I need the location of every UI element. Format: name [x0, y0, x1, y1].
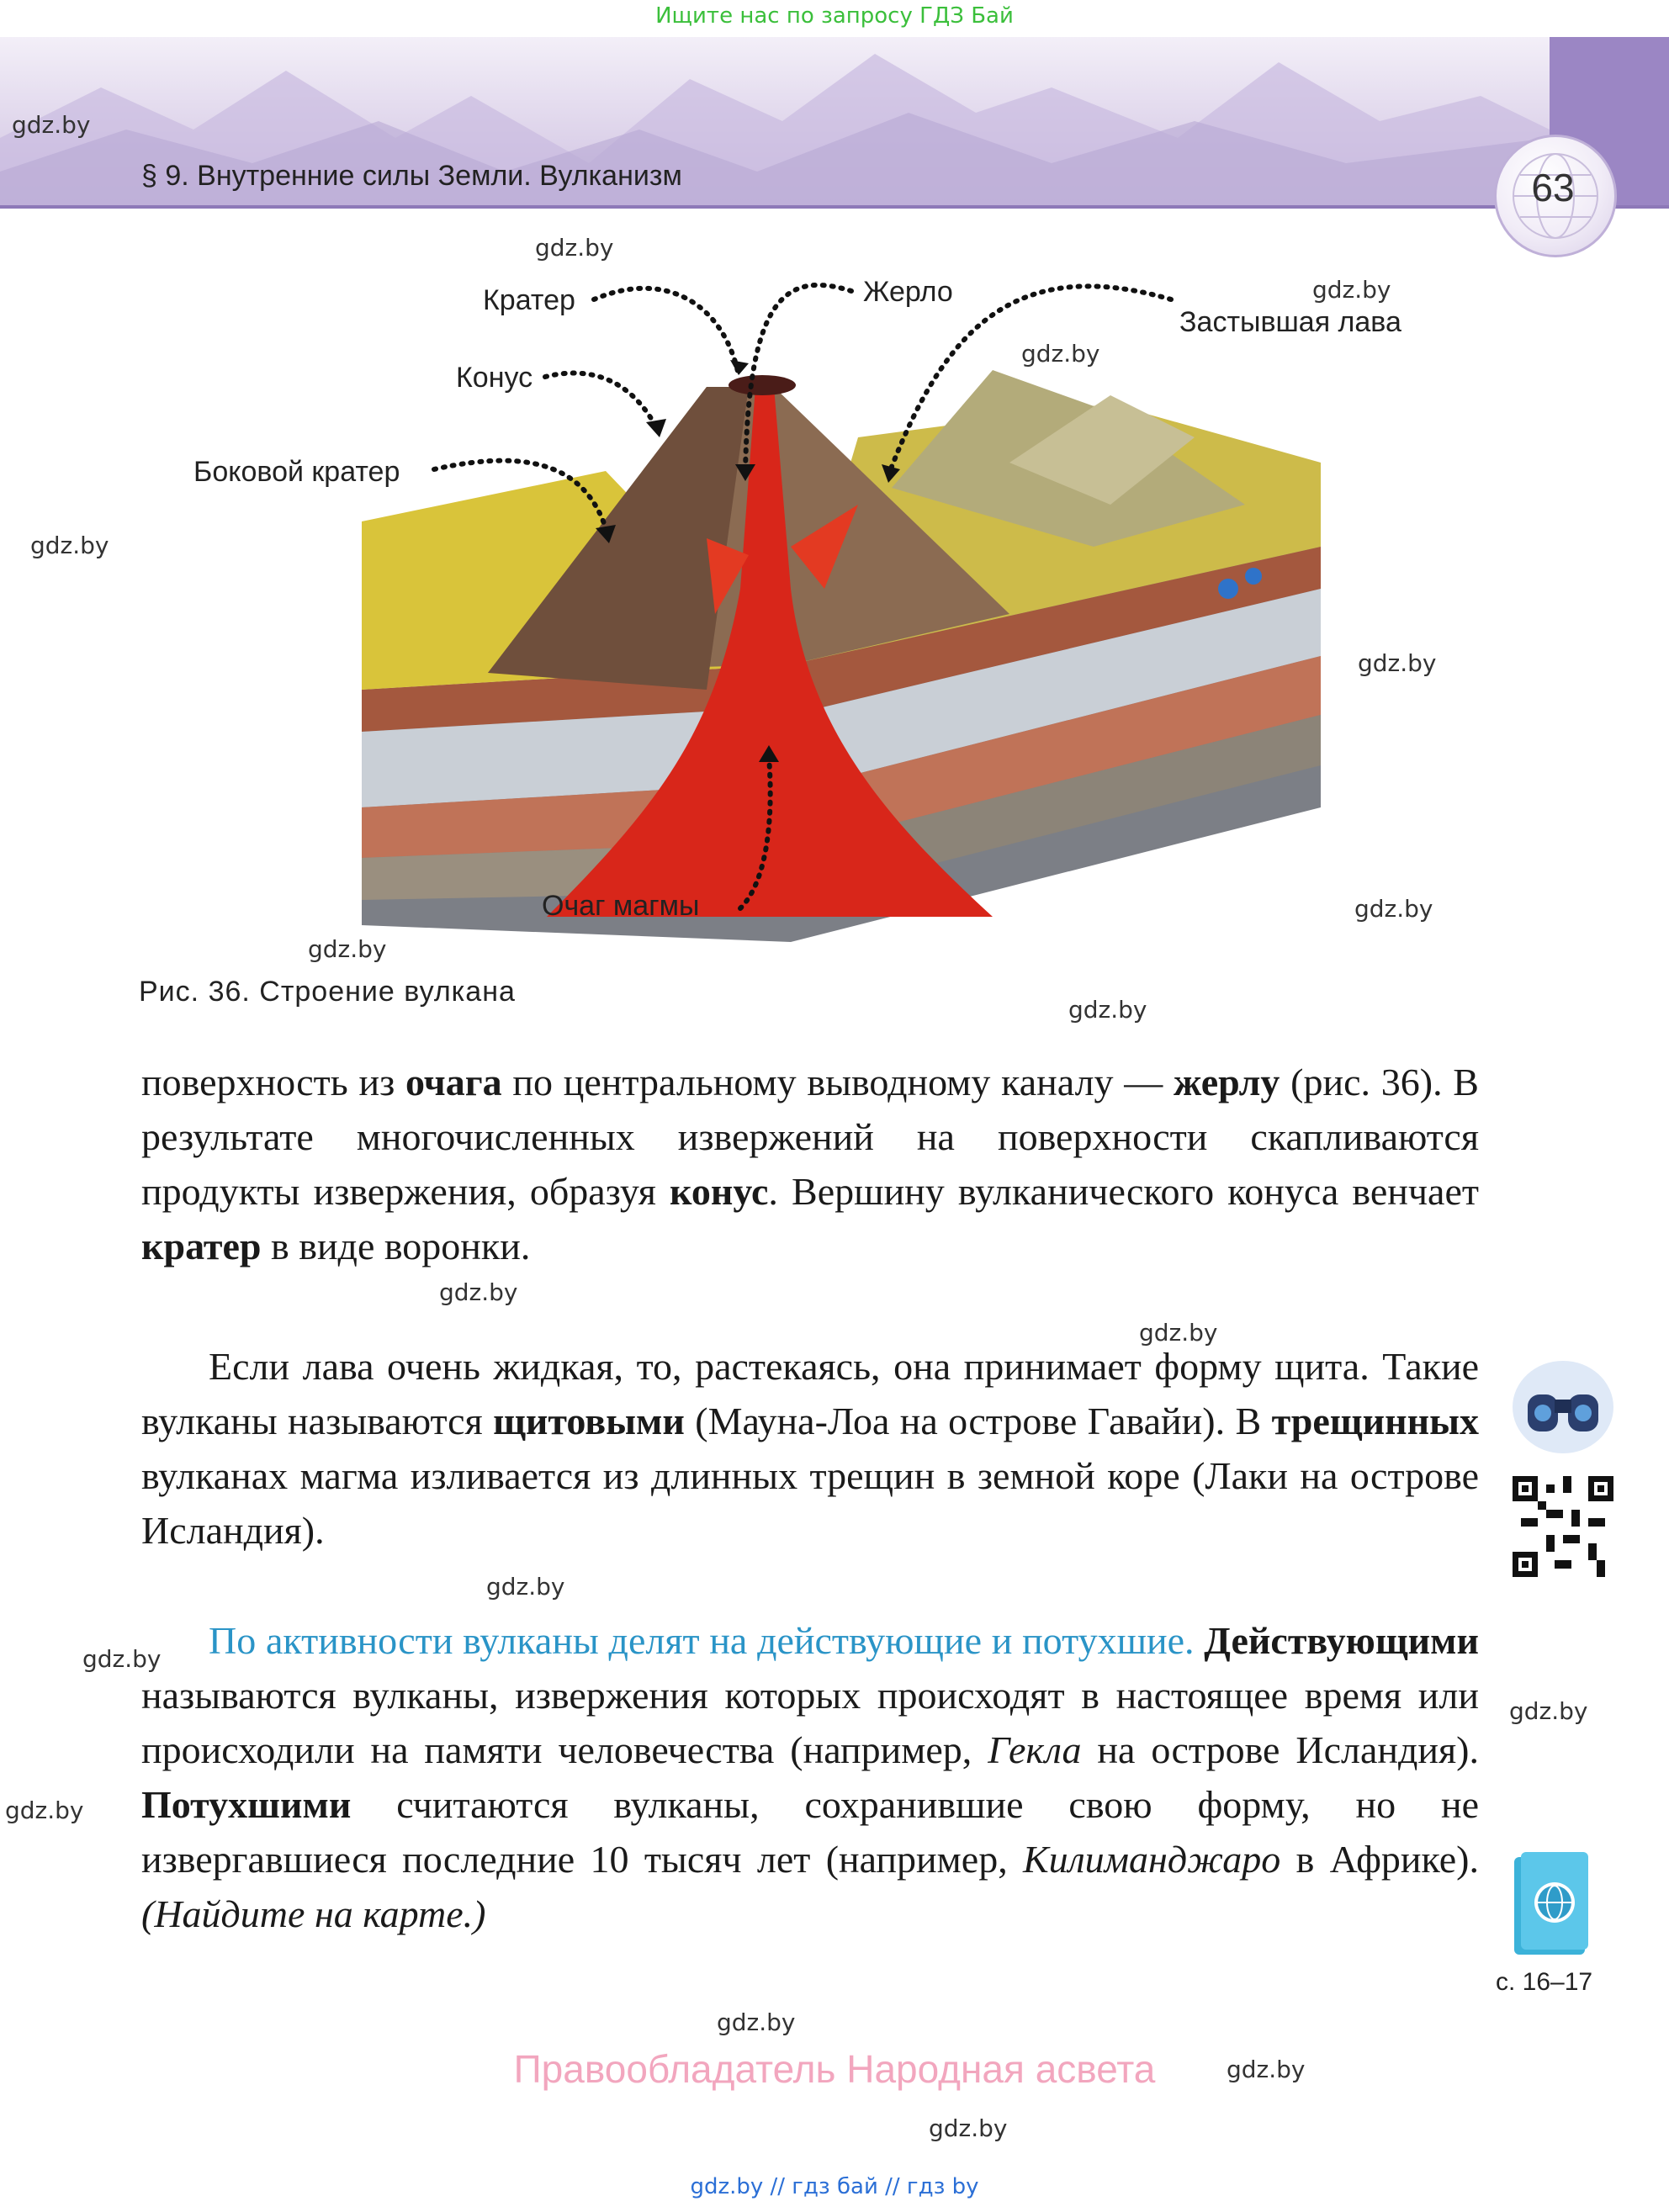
page-number: 63 [1531, 166, 1575, 209]
label-vent: Жерло [863, 276, 953, 308]
atlas-page-reference: с. 16–17 [1496, 1968, 1593, 1996]
watermark: gdz.by [5, 1797, 84, 1824]
label-cone: Конус [456, 362, 533, 394]
label-crater: Кратер [483, 284, 575, 316]
watermark: gdz.by [1354, 895, 1433, 923]
watermark: gdz.by [1312, 276, 1391, 304]
label-pointers [0, 0, 1669, 1009]
watermark: gdz.by [439, 1278, 518, 1306]
paragraph-2: Если лава очень жидкая, то, растекаясь, она принимает форму щита. Такие вулканы называются щитовыми (Мауна-Лоа на острове Гавайи). В трещинных вулканах магма изливается из длинных трещин в земной коре (Лаки на острове Исландия). [141, 1345, 1479, 1552]
watermark: gdz.by [308, 935, 387, 963]
top-note: Ищите нас по запросу ГДЗ Бай [655, 3, 1014, 29]
label-magma-chamber: Очаг магмы [542, 890, 700, 922]
watermark: gdz.by [12, 111, 91, 139]
watermark: gdz.by [30, 532, 109, 559]
watermark: gdz.by [1021, 340, 1100, 368]
atlas-book-icon [1513, 1850, 1590, 1956]
watermark: gdz.by [929, 2114, 1008, 2142]
watermark: gdz.by [1358, 649, 1437, 677]
watermark: gdz.by [1227, 2056, 1306, 2083]
watermark: gdz.by [486, 1573, 565, 1601]
paragraph-3: По активности вулканы делят на действующие и потухшие. Действующими называются вулканы, извержения которых происходят в настоящее время или происходили на памяти человечества (например, Гекла на острове Исландия). Потухшими считаются вулканы, сохранившие свою форму, но не извергавшиеся последние 10 тысяч лет (например, Килиманджаро в Африке). (Найдите на карте.) [141, 1619, 1480, 1935]
watermark: gdz.by [717, 2008, 796, 2036]
qr-code-icon[interactable] [1513, 1476, 1613, 1577]
copyright-notice: Правообладатель Народная асвета [513, 2047, 1156, 2091]
footer-links[interactable]: gdz.by // гдз бай // гдз by [690, 2174, 979, 2199]
paragraph-1: поверхность из очага по центральному выводному каналу — жерлу (рис. 36). В результате многочисленных извержений на поверхности скапливаются продукты извержения, образуя конус. Вершину вулканического конуса венчает кратер в виде воронки. [141, 1061, 1479, 1267]
label-frozen-lava: Застывшая лава [1179, 306, 1401, 338]
label-side-crater: Боковой кратер [193, 456, 400, 488]
watermark: gdz.by [535, 234, 614, 262]
chapter-title: § 9. Внутренние силы Земли. Вулканизм [141, 160, 682, 192]
watermark: gdz.by [82, 1645, 162, 1673]
watermark: gdz.by [1139, 1319, 1218, 1347]
binoculars-icon [1513, 1361, 1613, 1453]
watermark: gdz.by [1068, 996, 1147, 1024]
figure-caption: Рис. 36. Строение вулкана [139, 976, 516, 1008]
watermark: gdz.by [1509, 1697, 1588, 1725]
